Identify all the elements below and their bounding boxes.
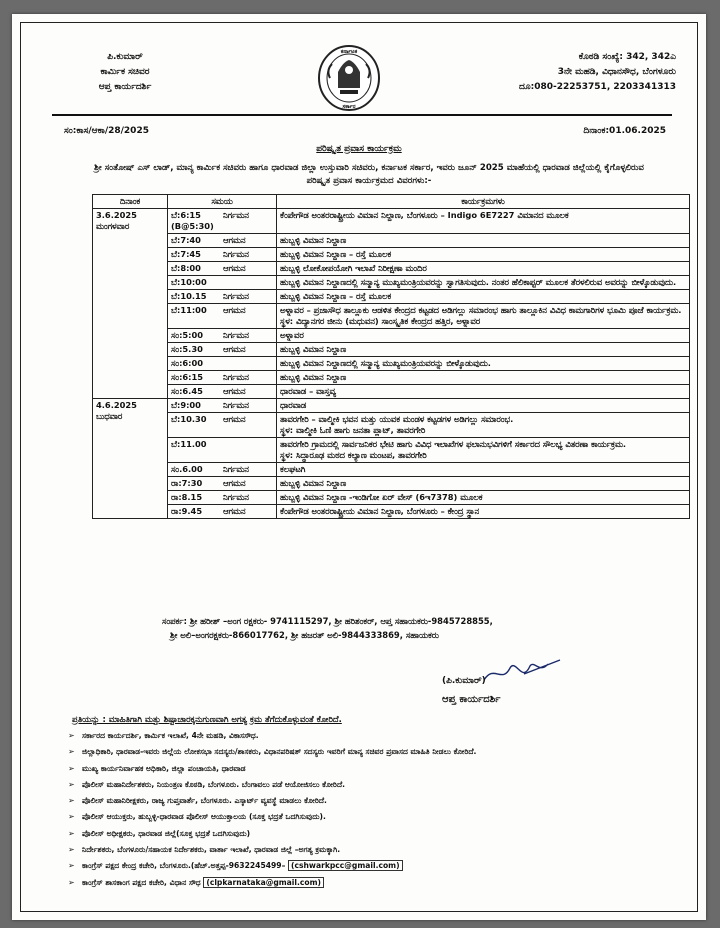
copy-item: ➢ ಪೊಲೀಸ್ ಅಧೀಕ್ಷಕರು, ಧಾರವಾಡ ಜಿಲ್ಲೆ(ಸೂಕ್ತ ಭದ್ರತೆ ಒದಗಿಸುವುದು) — [68, 826, 668, 842]
office-address-block — [476, 50, 676, 95]
schedule-movement — [220, 276, 277, 290]
schedule-programme: ಅಳ್ನಾವರ – ಪ್ರಜಾಸೌಧ ತಾಲ್ಲೂಕು ಆಡಳಿತ ಕೇಂದ್ರದ ಕಟ್ಟಡದ ಅಡಿಗಲ್ಲು ಸಮಾರಂಭ ಹಾಗು ತಾಲ್ಲೂಕಿನ ವಿವಿಧ ಕಾಮಗಾರಿಗಳ ಭೂಮಿ ಪೂಜೆ ಕಾರ್ಯಕ್ರಮ. — [280, 305, 682, 315]
schedule-movement: ಆಗಮನ — [220, 262, 277, 276]
contact-block — [162, 614, 622, 642]
contact-line-1: ಸಂಪರ್ಕ: ಶ್ರೀ ಹರೀಶ್ –ಅಂಗ ರಕ್ಷಕರು- 9741115297, ಶ್ರೀ ಹರಿಶಂಕರ್, ಆಪ್ತ ಸಹಾಯಕರು-9845728855, — [162, 616, 493, 626]
schedule-programme-cell — [277, 505, 690, 519]
schedule-movement: ಆಗಮನ — [220, 385, 277, 399]
email-link[interactable]: (cshwarkpcc@gmail.com) — [288, 860, 403, 871]
schedule-row — [93, 304, 690, 329]
schedule-programme-cell — [277, 304, 690, 329]
schedule-movement: ಆಗಮನ — [220, 343, 277, 357]
schedule-row — [93, 491, 690, 505]
schedule-programme-cell — [277, 385, 690, 399]
schedule-movement: ಆಗಮನ — [220, 234, 277, 248]
schedule-table — [92, 194, 690, 519]
schedule-time: ಸಂ:6.45 — [168, 385, 221, 399]
schedule-programme: ಹುಬ್ಬಳ್ಳಿ ವಿಮಾನ ನಿಲ್ದಾಣ -ಇಂಡಿಗೋ ಏರ್ ವೇಸ್ (6ಇ7378) ಮೂಲಕ — [280, 492, 483, 502]
schedule-movement: ನಿರ್ಗಮನ — [220, 463, 277, 477]
schedule-time: ಬೆ:11:00 — [168, 304, 221, 329]
schedule-header-row — [93, 195, 690, 209]
letter-date: ದಿನಾಂಕ:01.06.2025 — [583, 126, 666, 136]
contact-line-2: ಶ್ರೀ ಅಲಿ–ಅಂಗರಕ್ಷಕರು-866017762, ಶ್ರೀ ಹಜರತ್ ಅಲಿ-9844333869, ಸಹಾಯಕರು — [170, 630, 439, 640]
schedule-programme: ಧಾರವಾಡ – ವಾಸ್ತವ್ಯ — [280, 386, 336, 396]
schedule-venue: ಸ್ಥಳ: ವಾಲ್ಮೀಕಿ ಓಣಿ ಹಾಗು ಜನತಾ ಪ್ಲಾಟ್, ತಾವರಗೇರಿ — [280, 425, 426, 435]
copies-heading — [72, 714, 342, 725]
schedule-programme-cell — [277, 290, 690, 304]
schedule-programme: ಹುಬ್ಬಳ್ಳಿ ವಿಮಾನ ನಿಲ್ದಾಣ – ರಸ್ತೆ ಮೂಲಕ — [280, 291, 392, 301]
schedule-programme: ತಾವರಗೇರಿ – ವಾಲ್ಮೀಕಿ ಭವನ ಮತ್ತು ಯುವಕ ಮಂಡಳ ಕಟ್ಟಡಗಳ ಅಡಿಗಲ್ಲು ಸಮಾರಂಭ. — [280, 414, 514, 424]
schedule-row — [93, 371, 690, 385]
schedule-movement: ನಿರ್ಗಮನ — [220, 399, 277, 413]
schedule-row — [93, 438, 690, 463]
schedule-row — [93, 505, 690, 519]
copy-item: ➢ ಮುಖ್ಯ ಕಾರ್ಯನಿರ್ವಾಹಕ ಅಧಿಕಾರಿ, ಜಿಲ್ಲಾ ಪಂಚಾಯತಿ, ಧಾರವಾಡ — [68, 761, 668, 777]
schedule-programme-cell — [277, 463, 690, 477]
schedule-programme: ಹುಬ್ಬಳ್ಳಿ ವಿಮಾನ ನಿಲ್ದಾಣದಲ್ಲಿ ಸನ್ಮಾನ್ಯ ಮುಖ್ಯಮಂತ್ರಿಯವರನ್ನು ಬೀಳ್ಕೊಡುವುದು. — [280, 358, 491, 368]
schedule-row — [93, 477, 690, 491]
schedule-time: ಬೆ:7:40 — [168, 234, 221, 248]
schedule-movement: ಆಗಮನ — [220, 304, 277, 329]
schedule-programme-cell — [277, 399, 690, 413]
schedule-programme-cell — [277, 276, 690, 290]
schedule-programme-cell — [277, 248, 690, 262]
emblem-top-text: ಕರ್ನಾಟಕ — [340, 49, 358, 55]
schedule-programme: ಹುಬ್ಬಳ್ಳಿ ವಿಮಾನ ನಿಲ್ದಾಣ — [280, 372, 347, 382]
schedule-row — [93, 290, 690, 304]
schedule-programme: ಹುಬ್ಬಳ್ಳಿ ವಿಮಾನ ನಿಲ್ದಾಣದಲ್ಲಿ ಸನ್ಮಾನ್ಯ ಮುಖ್ಯಮಂತ್ರಿಯವರನ್ನು ಸ್ವಾಗತಿಸುವುದು. ನಂತರ ಹೆಲಿಕಾಪ್ಟರ್ ಮೂಲಕ ತೆರಳಲಿರುವ ಅವರನ್ನು ಬೀಳ್ಕೊಡುವುದು. — [280, 277, 677, 287]
schedule-programme-cell — [277, 329, 690, 343]
schedule-date-cell — [93, 399, 168, 519]
schedule-movement: ನಿರ್ಗಮನ — [220, 491, 277, 505]
schedule-date: 3.6.2025 — [96, 210, 137, 220]
schedule-movement: ನಿರ್ಗಮನ — [220, 209, 277, 234]
room-number: ಕೊಠಡಿ ಸಂಖ್ಯೆ: 342, 342ಎ — [578, 52, 676, 62]
copy-item — [68, 875, 668, 891]
schedule-programme: ಹುಬ್ಬಳ್ಳಿ ವಿಮಾನ ನಿಲ್ದಾಣ – ರಸ್ತೆ ಮೂಲಕ — [280, 249, 392, 259]
schedule-row — [93, 385, 690, 399]
schedule-programme: ಹುಬ್ಬಳ್ಳಿ ವಿಮಾನ ನಿಲ್ದಾಣ — [280, 344, 347, 354]
header-date: ದಿನಾಂಕ — [93, 195, 168, 209]
schedule-time: ರಾ:7:30 — [168, 477, 221, 491]
copy-item: ➢ ಸರ್ಕಾರದ ಕಾರ್ಯದರ್ಶಿ, ಕಾರ್ಮಿಕ ಇಲಾಖೆ, 4ನೇ ಮಹಡಿ, ವಿಕಾಸಸೌಧ. — [68, 728, 668, 744]
copy-item — [68, 858, 668, 874]
schedule-movement: ಆಗಮನ — [220, 413, 277, 438]
copies-list — [68, 728, 668, 891]
schedule-programme-cell — [277, 491, 690, 505]
schedule-row — [93, 262, 690, 276]
schedule-programme: ಕೆಂಪೇಗೌಡ ಅಂತರರಾಷ್ಟ್ರೀಯ ವಿಮಾನ ನಿಲ್ದಾಣ, ಬೆಂಗಳೂರು – ಕೇಂದ್ರ ಸ್ಥಾನ — [280, 506, 480, 516]
schedule-movement — [220, 357, 277, 371]
schedule-programme-cell — [277, 413, 690, 438]
schedule-movement: ನಿರ್ಗಮನ — [220, 371, 277, 385]
schedule-time: ಬೆ:6:15 (B@5:30) — [168, 209, 221, 234]
schedule-movement: ಆಗಮನ — [220, 477, 277, 491]
schedule-row — [93, 209, 690, 234]
header-time: ಸಮಯ — [168, 195, 277, 209]
schedule-row — [93, 413, 690, 438]
copy-item: ➢ ಪೊಲೀಸ್ ಆಯುಕ್ತರು, ಹುಬ್ಬಳ್ಳಿ-ಧಾರವಾಡ ಪೊಲೀಸ್ ಆಯುಕ್ತಾಲಯ (ಸೂಕ್ತ ಭದ್ರತೆ ಒದಗಿಸುವುದು). — [68, 809, 668, 825]
schedule-time: ಸಂ:6:00 — [168, 357, 221, 371]
document-title: ಪರಿಷ್ಕೃತ ಪ್ರವಾಸ ಕಾರ್ಯಕ್ರಮ — [316, 144, 402, 154]
schedule-venue: ಸ್ಥಳ: ಸಿದ್ಧಾರೂಢ ಮಠದ ಕಲ್ಯಾಣ ಮಂಟಪ, ತಾವರಗೇರಿ — [280, 450, 427, 460]
schedule-movement: ನಿರ್ಗಮನ — [220, 248, 277, 262]
copy-item-text: ಕಾಂಗ್ರೆಸ್ ಪಕ್ಷದ ಕೇಂದ್ರ ಕಚೇರಿ, ಬೆಂಗಳೂರು.(ಹೆಚ್.ಅತ್ತಪ್ಪ-9632245499– — [82, 861, 289, 871]
schedule-programme: ಹುಬ್ಬಳ್ಳಿ ವಿಮಾನ ನಿಲ್ದಾಣ — [280, 235, 347, 245]
schedule-movement: ನಿರ್ಗಮನ — [220, 290, 277, 304]
schedule-movement — [220, 438, 277, 463]
schedule-programme-cell — [277, 234, 690, 248]
schedule-time: ಸಂ:5:00 — [168, 329, 221, 343]
schedule-date: 4.6.2025 — [96, 400, 137, 410]
schedule-time: ಸಂ.6.00 — [168, 463, 221, 477]
schedule-programme: ಹುಬ್ಬಳ್ಳಿ ಲೋಕೋಪಯೋಗಿ ಇಲಾಖೆ ನಿರೀಕ್ಷಣಾ ಮಂದಿರ — [280, 263, 427, 273]
schedule-movement: ನಿರ್ಗಮನ — [220, 329, 277, 343]
copy-item: ➢ ಪೊಲೀಸ್ ಮಹಾನಿರ್ದೇಶಕರು, ನಿಯಂತ್ರಣ ಕೊಠಡಿ, ಬೆಂಗಳೂರು. ಬೆಂಗಾವಲು ಪಡೆ ಆಯೋಜಿಸಲು ಕೋರಿದೆ. — [68, 777, 668, 793]
schedule-programme-cell — [277, 209, 690, 234]
schedule-programme: ಕಲಘಟಗಿ — [280, 464, 306, 474]
copy-item: ➢ ನಿರ್ದೇಶಕರು, ಬೆಂಗಳೂರು/ಸಹಾಯಕ ನಿರ್ದೇಶಕರು, ವಾರ್ತಾ ಇಲಾಖೆ, ಧಾರವಾಡ ಜಿಲ್ಲೆ –ಅಗತ್ಯ ಕ್ರಮಕ್ಕಾಗಿ. — [68, 842, 668, 858]
schedule-programme: ಕೆಂಪೇಗೌಡ ಅಂತರರಾಷ್ಟ್ರೀಯ ವಿಮಾನ ನಿಲ್ದಾಣ, ಬೆಂಗಳೂರು – Indigo 6E7227 ವಿಮಾನದ ಮೂಲಕ — [280, 210, 569, 220]
schedule-time: ಬೆ:10.30 — [168, 413, 221, 438]
schedule-programme: ಧಾರವಾಡ — [280, 400, 307, 410]
schedule-row — [93, 276, 690, 290]
copy-item: ➢ ಪೊಲೀಸ್ ಮಹಾನಿರೀಕ್ಷಕರು, ರಾಜ್ಯ ಗುಪ್ತವಾರ್ತೆ, ಬೆಂಗಳೂರು. ಎಸ್ಕಾರ್ಟ್ ವ್ಯವಸ್ಥೆ ಮಾಡಲು ಕೋರಿದೆ. — [68, 793, 668, 809]
schedule-venue: ಸ್ಥಳ: ವಿದ್ಯಾನಗರ ಜೀನು (ಮಧುವನ) ಸಾಂಸ್ಕೃತಿಕ ಕೇಂದ್ರದ ಹತ್ತಿರ, ಅಳ್ನಾವರ — [280, 316, 481, 326]
schedule-time: ಬೆ:11.00 — [168, 438, 221, 463]
schedule-row — [93, 399, 690, 413]
email-link[interactable]: (clpkarnataka@gmail.com) — [203, 877, 324, 888]
schedule-row — [93, 329, 690, 343]
copy-item: ➢ ಜಿಲ್ಲಾಧಿಕಾರಿ, ಧಾರವಾಡ-ಇವರು ಜಿಲ್ಲೆಯ ಲೋಕಸಭಾ ಸದಸ್ಯರು/ಶಾಸಕರು, ವಿಧಾನಪರಿಷತ್ ಸದಸ್ಯರು ಇವರಿಗೆ ಮಾನ್ಯ ಸಚಿವರ ಪ್ರವಾಸದ ಮಾಹಿತಿ ನೀಡಲು ಕೋರಿದೆ. — [68, 744, 668, 760]
schedule-row — [93, 248, 690, 262]
schedule-row — [93, 343, 690, 357]
schedule-programme: ತಾವರಗೇರಿ ಗ್ರಾಮದಲ್ಲಿ ಸಾರ್ವಜನಿಕರ ಭೇಟಿ ಹಾಗು ವಿವಿಧ ಇಲಾಖೆಗಳ ಫಲಾನುಭವಿಗಳಿಗೆ ಸರ್ಕಾರದ ಸೌಲಭ್ಯ ವಿತರಣಾ ಕಾರ್ಯಕ್ರಮ. — [280, 439, 626, 449]
header-rule — [52, 114, 672, 116]
copies-heading-text: ಪ್ರತಿಯನ್ನು : ಮಾಹಿತಿಗಾಗಿ ಮತ್ತು ಶಿಷ್ಟಾಚಾರಕ್ಕನುಗುಣವಾಗಿ ಅಗತ್ಯ ಕ್ರಮ ತೆಗೆದುಕೊಳ್ಳುವಂತೆ ಕೋರಿದೆ. — [72, 714, 342, 724]
schedule-weekday: ಬುಧವಾರ — [96, 411, 123, 421]
sender-block — [60, 50, 190, 95]
office-address: 3ನೇ ಮಹಡಿ, ವಿಧಾನಸೌಧ, ಬೆಂಗಳೂರು — [557, 67, 676, 77]
schedule-time: ಬೆ:7:45 — [168, 248, 221, 262]
letter-page — [12, 14, 706, 920]
office-phone: ದೂ:080-22253751, 2203341313 — [519, 82, 676, 92]
schedule-programme-cell — [277, 357, 690, 371]
sender-title: ಆಪ್ತ ಕಾರ್ಯದರ್ಶಿ — [98, 82, 152, 92]
signatory-name: (ಪಿ.ಕುಮಾರ್) — [442, 676, 486, 686]
schedule-programme: ಹುಬ್ಬಳ್ಳಿ ವಿಮಾನ ನಿಲ್ದಾಣ — [280, 478, 347, 488]
schedule-programme-cell — [277, 343, 690, 357]
schedule-time: ಸಂ:5.30 — [168, 343, 221, 357]
signatory-title: ಆಪ್ತ ಕಾರ್ಯದರ್ಶಿ — [442, 694, 501, 705]
sender-name: ಪಿ.ಕುಮಾರ್ — [107, 52, 143, 62]
intro-paragraph: ಶ್ರೀ ಸಂತೋಷ್ ಎಸ್ ಲಾಡ್, ಮಾನ್ಯ ಕಾರ್ಮಿಕ ಸಚಿವರು ಹಾಗೂ ಧಾರವಾಡ ಜಿಲ್ಲಾ ಉಸ್ತುವಾರಿ ಸಚಿವರು, ಕರ್ನಾಟಕ ಸರ್ಕಾರ, ಇವರು ಜೂನ್ 2025 ಮಾಹೆಯಲ್ಲಿ ಧಾರವಾಡ ಜಿಲ್ಲೆಯಲ್ಲಿ ಕೈಗೊಳ್ಳಲಿರುವ ಪರಿಷ್ಕೃತ ಪ್ರವಾಸ ಕಾರ್ಯಕ್ರಮದ ವಿವರಗಳು:- — [94, 163, 644, 186]
schedule-time: ಬೆ:8:00 — [168, 262, 221, 276]
reference-number: ಸಂ:ಕಾಸ/ಆಕಾ/28/2025 — [64, 126, 149, 136]
header-programme: ಕಾರ್ಯಕ್ರಮಗಳು — [277, 195, 690, 209]
schedule-programme: ಅಳ್ನಾವರ — [280, 330, 304, 340]
schedule-time: ಬೆ:9:00 — [168, 399, 221, 413]
schedule-time: ಬೆ:10.15 — [168, 290, 221, 304]
schedule-row — [93, 234, 690, 248]
copy-item-text: ಕಾಂಗ್ರೆಸ್ ಶಾಸಕಾಂಗ ಪಕ್ಷದ ಕಚೇರಿ, ವಿಧಾನ ಸೌಧ — [82, 877, 204, 887]
emblem-bottom-text: ಸರ್ಕಾರ — [342, 104, 356, 110]
schedule-weekday: ಮಂಗಳವಾರ — [96, 221, 130, 231]
schedule-time: ಸಂ:6:15 — [168, 371, 221, 385]
schedule-date-cell — [93, 209, 168, 399]
karnataka-emblem-icon — [316, 42, 382, 112]
schedule-programme-cell — [277, 438, 690, 463]
schedule-programme-cell — [277, 477, 690, 491]
schedule-row — [93, 463, 690, 477]
schedule-time: ರಾ:8.15 — [168, 491, 221, 505]
sender-dept: ಕಾರ್ಮಿಕ ಸಚಿವರ — [100, 67, 150, 77]
schedule-body — [93, 209, 690, 519]
schedule-time: ಬೆ:10:00 — [168, 276, 221, 290]
schedule-row — [93, 357, 690, 371]
schedule-movement: ಆಗಮನ — [220, 505, 277, 519]
schedule-time: ರಾ:9.45 — [168, 505, 221, 519]
schedule-programme-cell — [277, 262, 690, 276]
schedule-programme-cell — [277, 371, 690, 385]
